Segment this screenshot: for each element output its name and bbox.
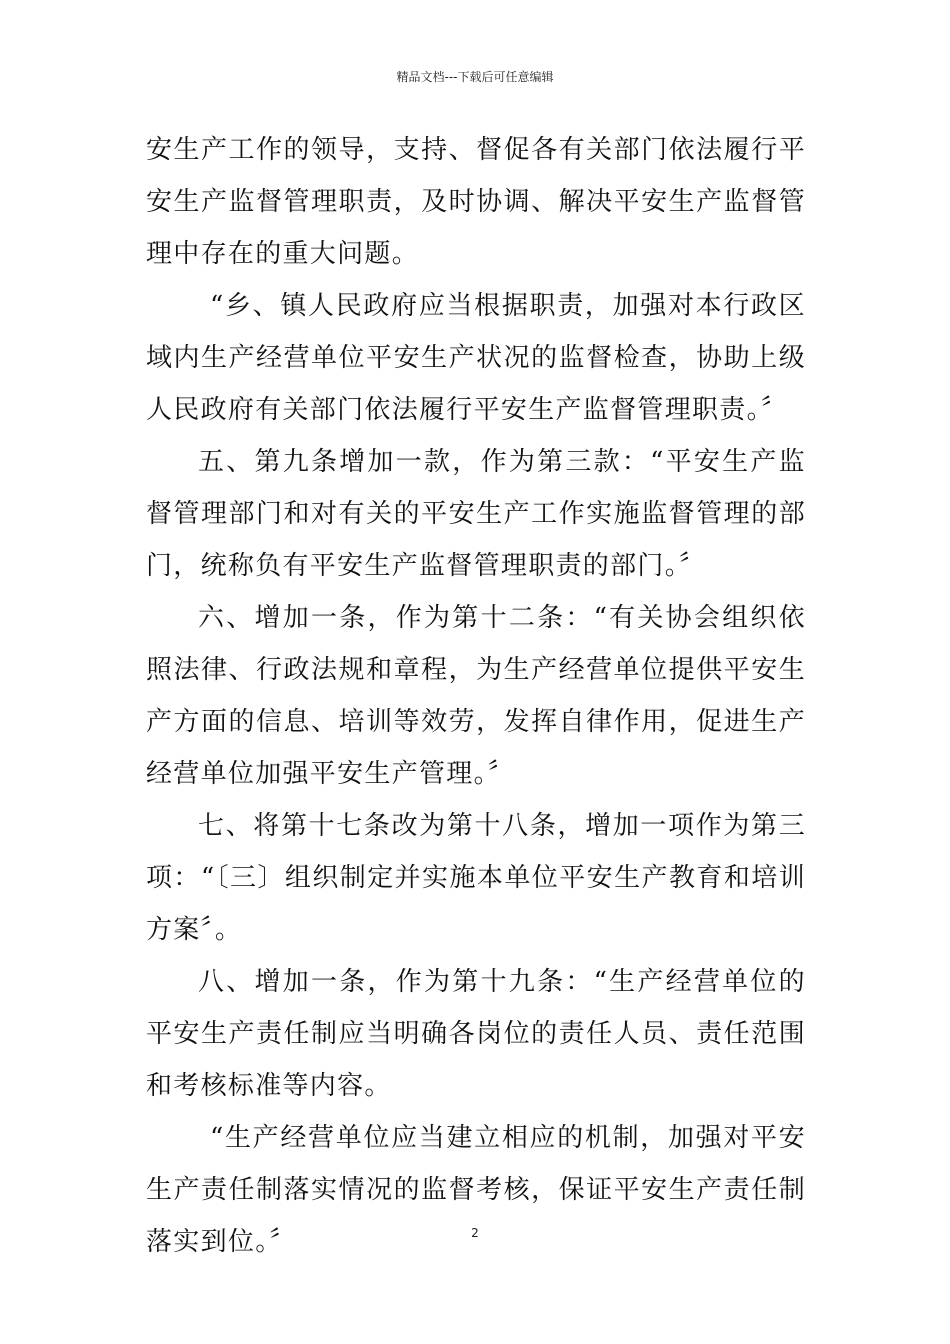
page-header: 精品文档---下载后可任意编辑 (396, 70, 554, 84)
paragraph-mechanism: “生产经营单位应当建立相应的机制，加强对平安生产责任制落实情况的监督考核，保证平安生产责任制落实到位。〞 (146, 1123, 806, 1257)
document-body (146, 124, 806, 1268)
paragraph-item-eight: 八、增加一条，作为第十九条：“生产经营单位的平安生产责任制应当明确各岗位的责任人员、责任范围和考核标准等内容。 (146, 967, 806, 1101)
paragraph-item-six: 六、增加一条，作为第十二条：“有关协会组织依照法律、行政法规和章程，为生产经营单位提供平安生产方面的信息、培训等效劳，发挥自律作用，促进生产经营单位加强平安生产管理。〞 (146, 603, 806, 789)
paragraph-item-five: 五、第九条增加一款，作为第三款：“平安生产监督管理部门和对有关的平安生产工作实施监督管理的部门，统称负有平安生产监督管理职责的部门。〞 (146, 447, 806, 581)
paragraph-township-duty: “乡、镇人民政府应当根据职责，加强对本行政区域内生产经营单位平安生产状况的监督检查，协助上级人民政府有关部门依法履行平安生产监督管理职责。〞 (146, 291, 806, 425)
paragraph-item-seven: 七、将第十七条改为第十八条，增加一项作为第三项：“〔三〕组织制定并实施本单位平安生产教育和培训方案〞。 (146, 811, 806, 945)
paragraph-continuation: 安生产工作的领导，支持、督促各有关部门依法履行平安生产监督管理职责，及时协调、解决平安生产监督管理中存在的重大问题。 (146, 135, 806, 269)
page-number: 2 (471, 1226, 479, 1240)
